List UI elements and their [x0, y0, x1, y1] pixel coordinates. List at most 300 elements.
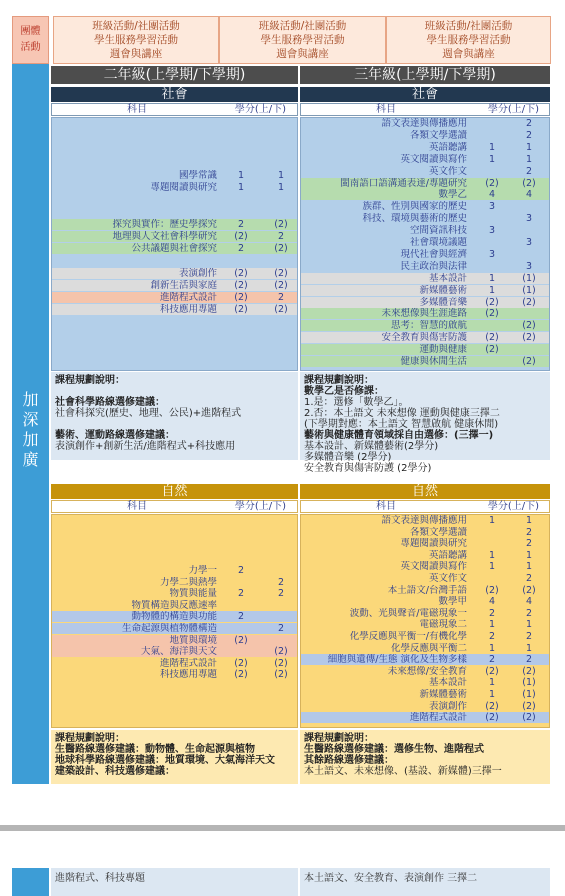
note-line: 多媒體音樂 (2學分) [304, 452, 392, 463]
col-credit: 學分(上/下) [234, 501, 287, 512]
course-row [301, 573, 549, 584]
course-row [52, 280, 297, 291]
course-name: 空間資訊科技 [409, 225, 467, 237]
social-grade2-table [51, 117, 298, 371]
credit-first-term: 2 [488, 607, 496, 619]
credit-second-term [267, 194, 295, 205]
course-name: 安全教育與傷害防護 [381, 332, 467, 344]
credit-first-term: (2) [485, 700, 499, 712]
credit-first-term: 1 [237, 170, 245, 181]
course-name: 波動、光與聲音/電磁現象一 [349, 607, 467, 619]
course-name: 物質與能量 [169, 588, 217, 600]
credit-first-term [477, 166, 507, 177]
credit-first-term [477, 213, 507, 224]
course-row [52, 243, 297, 254]
credit-first-term: (2) [234, 634, 248, 646]
group-activity-tag: 團體 活動 [12, 16, 49, 64]
credit-first-term: (2) [234, 267, 248, 279]
credit-second-term: (2) [522, 320, 536, 332]
grade2-title: 二年級(上學期/下學期) [51, 66, 298, 84]
credit-second-term: 2 [277, 588, 285, 600]
credit-second-term: 3 [525, 260, 533, 272]
credit-second-term: 2 [277, 231, 285, 242]
course-row [301, 285, 549, 296]
course-name: 化學反應與平衡一/有機化學 [349, 631, 467, 642]
course-row [301, 225, 549, 236]
course-row [301, 712, 549, 723]
note-line: 藝術與健康體育領域採自由選修：(三擇一) [304, 430, 494, 441]
credit-second-term: (1) [522, 284, 536, 296]
credit-second-term: (2) [522, 296, 536, 308]
course-name: 族群、性別與國家的歷史 [362, 201, 467, 213]
credit-first-term: 3 [488, 248, 496, 260]
credit-first-term: (2) [485, 332, 499, 344]
course-row [52, 600, 297, 611]
course-name: 地理與人文社會科學研究 [112, 231, 217, 242]
course-row [301, 677, 549, 688]
course-name: 運動與健康 [419, 344, 467, 356]
note-line: 安全教育與傷害防護 (2學分) [304, 463, 432, 474]
note-line: 表演創作+創新生活/進階程式+科技應用 [55, 441, 236, 452]
social-col-header-left [51, 103, 298, 116]
activity-cell-3: 班級活動/社團活動 學生服務學習活動 週會與講座 [386, 16, 551, 64]
credit-second-term: 2 [277, 576, 285, 588]
credit-second-term: (2) [522, 584, 536, 596]
footer-right-note: 本土語文、安全教育、表演創作 三擇二 [300, 868, 550, 896]
course-name: 探究與實作：歷史學探究 [112, 218, 217, 230]
page-divider [0, 825, 565, 831]
course-name: 力學二與熱學 [159, 576, 217, 588]
course-name: 電磁現象二 [419, 619, 467, 631]
credit-second-term: (2) [274, 646, 288, 658]
note-line: 1.是：選修「數學乙」。 [304, 397, 409, 408]
credit-second-term: 1 [525, 141, 533, 153]
course-row [301, 273, 549, 284]
course-row [52, 658, 297, 669]
col-credit: 學分(上/下) [234, 104, 287, 115]
course-row [52, 268, 297, 279]
credit-second-term [514, 201, 544, 212]
course-row [52, 304, 297, 315]
course-name: 表演創作 [428, 700, 467, 712]
course-row [52, 194, 297, 205]
course-row [52, 611, 297, 622]
course-name: 思考：智慧的啟航 [390, 320, 467, 332]
course-row [301, 320, 549, 331]
course-row [301, 297, 549, 308]
note-line: 藝術、運動路線選修建議： [55, 430, 175, 441]
course-name [52, 194, 217, 205]
course-row [301, 201, 549, 212]
credit-second-term: (2) [274, 279, 288, 291]
col-subject: 科目 [127, 104, 147, 115]
credit-first-term [477, 538, 507, 549]
credit-first-term: 4 [488, 189, 496, 201]
activity-cell-1: 班級活動/社團活動 學生服務學習活動 週會與講座 [53, 16, 219, 64]
course-row [301, 585, 549, 596]
course-row [301, 527, 549, 538]
course-name [52, 255, 217, 266]
course-name: 表演創作 [178, 267, 217, 279]
note-line: 課程規劃說明： [55, 375, 125, 386]
course-row [301, 689, 549, 700]
science-col-header-left [51, 500, 298, 513]
credit-second-term: 1 [277, 182, 285, 194]
credit-first-term [227, 623, 255, 634]
course-row [52, 219, 297, 230]
course-row [301, 154, 549, 165]
course-name: 基本設計 [428, 677, 467, 689]
course-name: 未來想像與生涯進路 [381, 308, 467, 320]
credit-second-term [514, 308, 544, 319]
course-name: 英語聽講 [428, 141, 467, 153]
course-row [301, 237, 549, 248]
course-name: 進階程式設計 [159, 657, 217, 669]
credit-first-term: 1 [488, 619, 496, 631]
course-name: 化學反應與平衡二 [390, 642, 467, 654]
credit-second-term: 2 [525, 654, 533, 666]
col-credit: 學分(上/下) [487, 104, 540, 115]
science-grade2-table [51, 514, 298, 728]
credit-second-term: 4 [525, 596, 533, 608]
course-name: 新媒體藝術 [419, 284, 467, 296]
course-row [301, 166, 549, 177]
course-row [52, 292, 297, 303]
course-row [52, 231, 297, 242]
course-name: 健康與休閒生活 [400, 356, 467, 367]
credit-first-term: 1 [237, 182, 245, 194]
course-name: 地質與環境 [169, 634, 217, 646]
credit-first-term: 1 [488, 689, 496, 700]
credit-second-term: 2 [525, 631, 533, 642]
course-name: 民主政治與法律 [400, 260, 467, 272]
credit-second-term [514, 249, 544, 260]
credit-first-term: 1 [488, 642, 496, 654]
credit-first-term: 1 [488, 272, 496, 284]
note-line: 本土語文、未來想像、(基設、新媒體)三擇一 [304, 766, 502, 777]
credit-first-term: (2) [485, 584, 499, 596]
course-row [52, 635, 297, 646]
course-name: 英語聽講 [428, 549, 467, 561]
advanced-courses-band-continued [12, 868, 49, 896]
course-name: 數學甲 [438, 596, 467, 608]
credit-second-term: (1) [522, 677, 536, 689]
credit-first-term: 1 [488, 549, 496, 561]
credit-second-term: 2 [525, 129, 533, 141]
credit-first-term [477, 573, 507, 584]
col-subject: 科目 [376, 501, 396, 512]
course-name: 本土語文/台灣手語 [387, 584, 467, 596]
credit-second-term: 1 [525, 549, 533, 561]
science-title-right: 自然 [300, 484, 550, 499]
credit-second-term: (2) [274, 267, 288, 279]
note-line: 社會科探究(歷史、地理、公民)+進階程式 [55, 408, 242, 419]
credit-first-term: (2) [485, 296, 499, 308]
course-row [301, 596, 549, 607]
course-name: 語文表達與傳播應用 [381, 118, 467, 129]
course-row [301, 249, 549, 260]
course-row [301, 561, 549, 572]
course-name: 細胞與遺傳/生態 演化及生物多樣 [327, 654, 467, 666]
credit-first-term: 2 [237, 243, 245, 255]
credit-first-term: 1 [488, 677, 496, 689]
note-line: 基本設計、新媒體藝術(2學分) [304, 441, 439, 452]
course-row [301, 178, 549, 189]
credit-first-term: (2) [485, 665, 499, 677]
credit-first-term: (2) [485, 177, 499, 189]
course-row [301, 332, 549, 343]
credit-first-term: 2 [488, 654, 496, 666]
credit-second-term: (1) [522, 272, 536, 284]
credit-first-term: 2 [237, 588, 245, 600]
course-name: 專題閱讀與研究 [400, 538, 467, 550]
credit-second-term: (2) [522, 332, 536, 344]
credit-first-term [227, 207, 255, 218]
course-row [301, 666, 549, 677]
credit-first-term [477, 320, 507, 331]
credit-first-term: 2 [237, 218, 245, 230]
note-line: 課程規劃說明： [304, 733, 374, 744]
course-name: 生命起源與植物體構造 [121, 623, 217, 634]
course-row [52, 588, 297, 599]
course-row [52, 170, 297, 181]
credit-second-term [514, 344, 544, 355]
course-name: 英文閱讀與寫作 [400, 153, 467, 165]
credit-second-term: (1) [522, 689, 536, 700]
credit-second-term: 2 [525, 526, 533, 538]
credit-first-term [227, 194, 255, 205]
course-name: 新媒體藝術 [419, 689, 467, 700]
course-name: 各類文學選讀 [409, 526, 467, 538]
course-row [301, 619, 549, 630]
credit-second-term: 2 [525, 607, 533, 619]
course-name: 英文閱讀與寫作 [400, 561, 467, 573]
grade3-title: 三年級(上學期/下學期) [300, 66, 550, 84]
course-name: 現代社會與經濟 [400, 248, 467, 260]
note-line: (下學期對應：本土語文 智慧啟航 健康休閒) [304, 419, 499, 430]
course-name: 公共議題與社會探究 [131, 243, 217, 255]
social-grade3-notes [300, 372, 550, 474]
credit-first-term: (2) [234, 669, 248, 681]
course-name: 專題閱讀與研究 [150, 182, 217, 194]
social-title-right: 社會 [300, 87, 550, 102]
note-line: 課程規劃說明： [304, 375, 374, 386]
course-row [301, 308, 549, 319]
credit-second-term: (2) [522, 665, 536, 677]
col-credit: 學分(上/下) [487, 501, 540, 512]
credit-second-term [267, 255, 295, 266]
course-row [301, 538, 549, 549]
credit-second-term: 2 [277, 292, 285, 303]
course-name: 未來想像/安全教育 [387, 665, 467, 677]
credit-first-term: 4 [488, 596, 496, 608]
credit-second-term: 1 [525, 642, 533, 654]
credit-second-term: 2 [525, 538, 533, 550]
activity-cell-2: 班級活動/社團活動 學生服務學習活動 週會與講座 [219, 16, 386, 64]
course-row [52, 646, 297, 657]
course-row [52, 207, 297, 218]
credit-second-term: 3 [525, 213, 533, 225]
course-row [52, 565, 297, 576]
course-name: 進階程式設計 [409, 712, 467, 724]
credit-first-term: (2) [234, 279, 248, 291]
credit-first-term: 1 [488, 141, 496, 153]
course-row [301, 608, 549, 619]
credit-second-term: 2 [525, 165, 533, 177]
group-activity-row [0, 0, 565, 64]
course-row [301, 550, 549, 561]
course-row [52, 623, 297, 634]
credit-second-term: 4 [525, 189, 533, 201]
course-row [52, 577, 297, 588]
course-row [52, 182, 297, 193]
credit-first-term: (2) [485, 344, 499, 356]
credit-second-term: 1 [525, 561, 533, 573]
note-line: 地球科學路線選修建議：地質環境、大氣海洋天文 [55, 755, 275, 766]
credit-second-term [267, 565, 295, 576]
science-grade3-table [300, 514, 550, 728]
note-line: 2.否：本土語文 未來想像 運動與健康三擇二 [304, 408, 500, 419]
credit-second-term: (2) [274, 304, 288, 316]
credit-first-term: 1 [488, 153, 496, 165]
credit-first-term [227, 577, 255, 588]
note-line: 生醫路線選修建議：選修生物、進階程式 [304, 744, 484, 755]
credit-second-term: (2) [522, 177, 536, 189]
credit-second-term: 2 [277, 623, 285, 634]
credit-second-term: 1 [525, 619, 533, 631]
credit-second-term: 1 [525, 153, 533, 165]
course-name: 各類文學選讀 [409, 129, 467, 141]
credit-second-term: (2) [522, 356, 536, 367]
course-name: 物質構造與反應速率 [131, 599, 217, 611]
credit-first-term: (2) [485, 712, 499, 724]
credit-second-term: (2) [274, 218, 288, 230]
course-name: 國學常識 [178, 170, 217, 181]
course-name: 創新生活與家庭 [150, 279, 217, 291]
credit-first-term: (2) [234, 304, 248, 316]
credit-first-term [477, 237, 507, 248]
course-row [301, 142, 549, 153]
note-line [55, 419, 294, 430]
credit-first-term: (2) [234, 231, 248, 242]
credit-first-term: 3 [488, 225, 496, 237]
note-line: 建築設計、科技選修建議： [55, 766, 175, 777]
credit-second-term: 2 [525, 118, 533, 129]
credit-second-term [267, 207, 295, 218]
course-row [301, 261, 549, 272]
credit-first-term: 2 [237, 565, 245, 576]
course-row [52, 669, 297, 680]
course-row [52, 255, 297, 266]
credit-first-term: 1 [488, 284, 496, 296]
course-name: 多媒體音樂 [419, 296, 467, 308]
course-row [301, 344, 549, 355]
advanced-courses-label: 加 深 加 廣 [22, 390, 39, 469]
note-line: 課程規劃說明： [55, 733, 125, 744]
credit-second-term [514, 225, 544, 236]
course-row [301, 631, 549, 642]
course-name: 大氣、海洋與天文 [140, 646, 217, 658]
credit-second-term: (2) [274, 669, 288, 681]
credit-first-term: 1 [488, 561, 496, 573]
course-name: 進階程式設計 [159, 292, 217, 303]
credit-first-term: 3 [488, 201, 496, 213]
course-name: 英文作文 [428, 573, 467, 584]
credit-second-term: 2 [525, 573, 533, 584]
credit-first-term: (2) [234, 292, 248, 303]
credit-first-term [477, 527, 507, 538]
course-row [301, 130, 549, 141]
credit-second-term: (2) [522, 700, 536, 712]
course-name: 基本設計 [428, 272, 467, 284]
course-row [301, 643, 549, 654]
course-row [301, 701, 549, 712]
credit-second-term [267, 611, 295, 622]
science-col-header-right [300, 500, 550, 513]
credit-second-term: (2) [274, 243, 288, 255]
credit-first-term [477, 356, 507, 367]
social-col-header-right [300, 103, 550, 116]
course-row [301, 118, 549, 129]
credit-first-term [477, 261, 507, 272]
note-line: 社會科學路線選修建議： [55, 397, 165, 408]
footer-left-note: 進階程式、科技專題 [51, 868, 298, 896]
social-grade2-notes [51, 372, 298, 460]
note-line: 生醫路線選修建議：動物體、生命起源與植物 [55, 744, 255, 755]
course-name: 社會環境議題 [409, 237, 467, 248]
credit-first-term [227, 600, 255, 611]
credit-first-term [477, 130, 507, 141]
course-name: 英文作文 [428, 165, 467, 177]
note-line [55, 386, 294, 397]
course-name: 數學乙 [438, 189, 467, 201]
course-name: 力學一 [188, 565, 217, 576]
credit-first-term: (2) [234, 657, 248, 669]
credit-first-term [227, 646, 255, 657]
credit-first-term: 2 [488, 631, 496, 642]
note-line: 數學乙是否修課： [304, 386, 384, 397]
credit-second-term: 1 [277, 170, 285, 181]
course-row [301, 356, 549, 367]
col-subject: 科目 [376, 104, 396, 115]
course-name: 語文表達與傳播應用 [381, 515, 467, 526]
course-row [301, 213, 549, 224]
col-subject: 科目 [127, 501, 147, 512]
note-line: 其餘路線選修建議： [304, 755, 394, 766]
credit-second-term: 3 [525, 237, 533, 248]
social-title-left: 社會 [51, 87, 298, 102]
credit-first-term: 1 [488, 515, 496, 526]
credit-second-term: 1 [525, 515, 533, 526]
credit-second-term [267, 635, 295, 646]
course-row [301, 189, 549, 200]
credit-first-term [227, 255, 255, 266]
credit-first-term [477, 118, 507, 129]
credit-first-term: 2 [237, 611, 245, 623]
social-grade3-table [300, 117, 550, 371]
science-grade3-notes [300, 730, 550, 784]
course-name: 科技應用專題 [159, 304, 217, 316]
course-name: 科技、環境與藝術的歷史 [362, 213, 467, 225]
credit-second-term: (2) [274, 657, 288, 669]
course-name: 科技應用專題 [159, 669, 217, 681]
course-name: 動物體的構造與功能 [131, 611, 217, 623]
science-title-left: 自然 [51, 484, 298, 499]
course-name: 閩南語口語溝通表達/專題研究 [340, 177, 467, 189]
credit-first-term: (2) [485, 308, 499, 320]
credit-second-term: (2) [522, 712, 536, 724]
course-row [301, 654, 549, 665]
